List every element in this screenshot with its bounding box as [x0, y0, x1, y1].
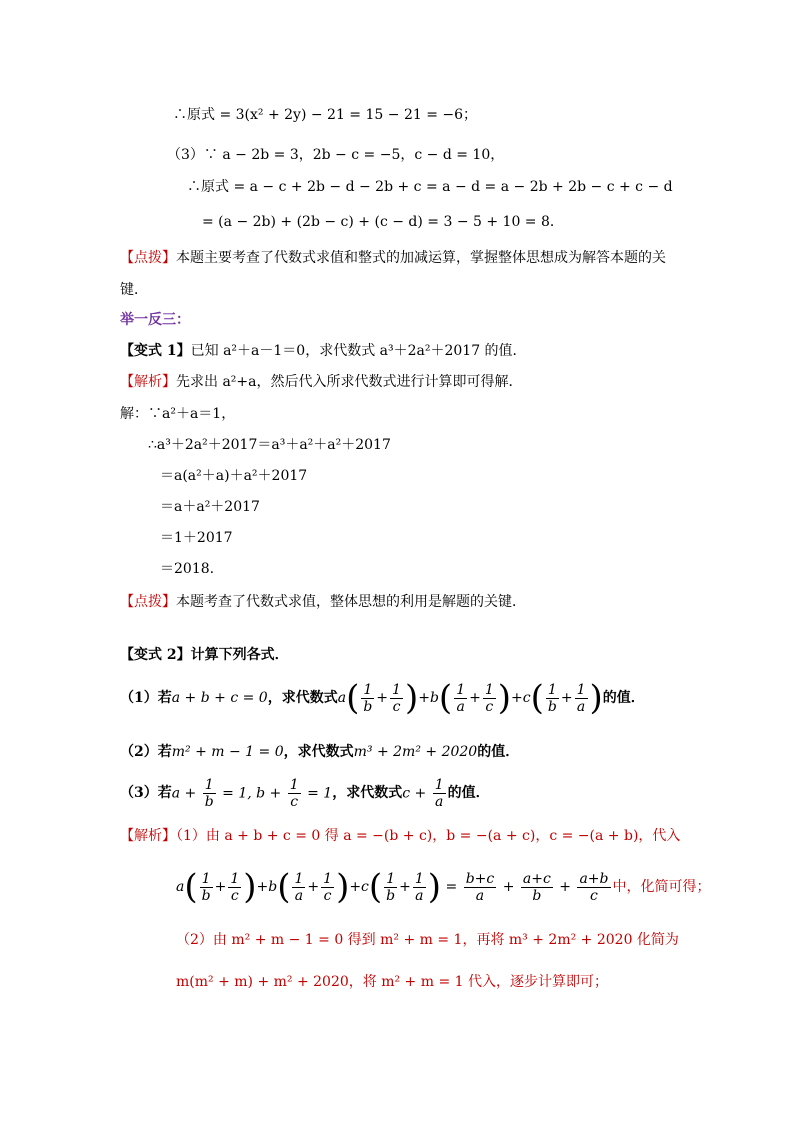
variant-tag: 【变式 1】 [120, 343, 191, 359]
analysis-paragraph [120, 826, 680, 846]
question-number: （3）若 [120, 785, 172, 801]
question-number: （2）若 [120, 744, 172, 760]
expression: a( $\frac{1}{b}$ + $\frac{1}{c}$ )+b( $\frac{1}{a}$ + $\frac{1}{c}$ )+c( $\frac{1}{b}$ + $\frac{1}{a}$ ) [337, 678, 603, 718]
condition: a + $\frac{1}{b}$ = 1, b + $\frac{1}{c}$ = 1 [171, 776, 333, 810]
analysis-tag: 【解析】 [120, 828, 176, 844]
equation-line: = (a − 2b) + (2b − c) + (c − d) = 3 − 5 + 10 = 8． [202, 214, 564, 230]
variant-1-question [120, 341, 527, 361]
solution-line: ＝a(a²＋a)＋a²＋2017 [160, 468, 308, 484]
equation-line: （3）∵ a − 2b = 3，2b − c = −5，c − d = 10， [167, 147, 505, 163]
analysis-tag: 【解析】 [120, 374, 176, 390]
hint-text: 本题考查了代数式求值，整体思想的利用是解题的关键． [176, 594, 526, 610]
solution-line: ∴a³＋2a²＋2017＝a³＋a²＋a²＋2017 [148, 437, 391, 453]
equation-line: ∴原式 = 3(x² + 2y) − 21 = 15 − 21 = −6； [173, 107, 478, 123]
hint-tag: 【点拨】 [120, 594, 176, 610]
solution-line: ＝1＋2017 [160, 530, 233, 546]
question-end: 的值． [477, 744, 520, 760]
solution-line: ＝a＋a²＋2017 [160, 499, 260, 515]
question-number: （1）若 [120, 690, 172, 706]
question-text: ，求代数式 [267, 690, 338, 706]
analysis-text: 先求出 a²+a，然后代入所求代数式进行计算即可得解． [176, 374, 523, 390]
hint-paragraph-cont: 键． [120, 282, 148, 298]
question-text: ，求代数式 [283, 744, 354, 760]
question-end: 的值． [602, 690, 645, 706]
hint-paragraph [120, 248, 666, 268]
question-2 [120, 742, 519, 762]
solution-line: ＝2018. [160, 561, 215, 577]
variant-text: 已知 a²＋a－1＝0，求代数式 a³＋2a²＋2017 的值． [190, 343, 527, 359]
analysis-line: （2）由 m² + m − 1 = 0 得到 m² + m = 1，再将 m³ + 2m² + 2020 化简为 [176, 932, 679, 948]
question-1 [120, 678, 645, 718]
expression: m³ + 2m² + 2020 [353, 744, 478, 760]
section-heading: 举一反三： [120, 312, 190, 328]
analysis-text: 中，化简可得； [612, 879, 711, 895]
expression: c + $\frac{1}{a}$ [402, 776, 444, 810]
question-text: ，求代数式 [332, 785, 403, 801]
condition: m² + m − 1 = 0 [171, 744, 284, 760]
analysis-text: （1）由 a + b + c = 0 得 a = −(b + c)，b = −(a + c)，c = −(a + b)，代入 [176, 828, 681, 844]
condition: a + b + c = 0 [171, 690, 268, 706]
analysis-expression-line [176, 864, 711, 910]
expression: a( $\frac{1}{b}$ + $\frac{1}{c}$ )+b( $\frac{1}{a}$ + $\frac{1}{c}$ )+c( $\frac{1}{b}$ + $\frac{1}{a}$ ) = $\frac{b+c}{a}$ + $\frac{a+c}{b}$ + $\frac{a+b}{c}$ [176, 867, 609, 907]
question-3 [120, 774, 490, 812]
question-end: 的值． [447, 785, 490, 801]
hint-tag: 【点拨】 [120, 250, 176, 266]
hint-paragraph [120, 592, 526, 612]
solution-line: 解：∵a²＋a＝1， [120, 406, 236, 422]
variant-2-heading: 【变式 2】计算下列各式． [120, 647, 289, 663]
analysis-paragraph [120, 372, 523, 392]
equation-line: ∴原式 = a − c + 2b − d − 2b + c = a − d = a − 2b + 2b − c + c − d [187, 179, 673, 195]
analysis-line: m(m² + m) + m² + 2020，将 m² + m = 1 代入，逐步计算即可； [176, 974, 609, 990]
hint-text: 本题主要考查了代数式求值和整式的加减运算，掌握整体思想成为解答本题的关 [176, 250, 666, 266]
